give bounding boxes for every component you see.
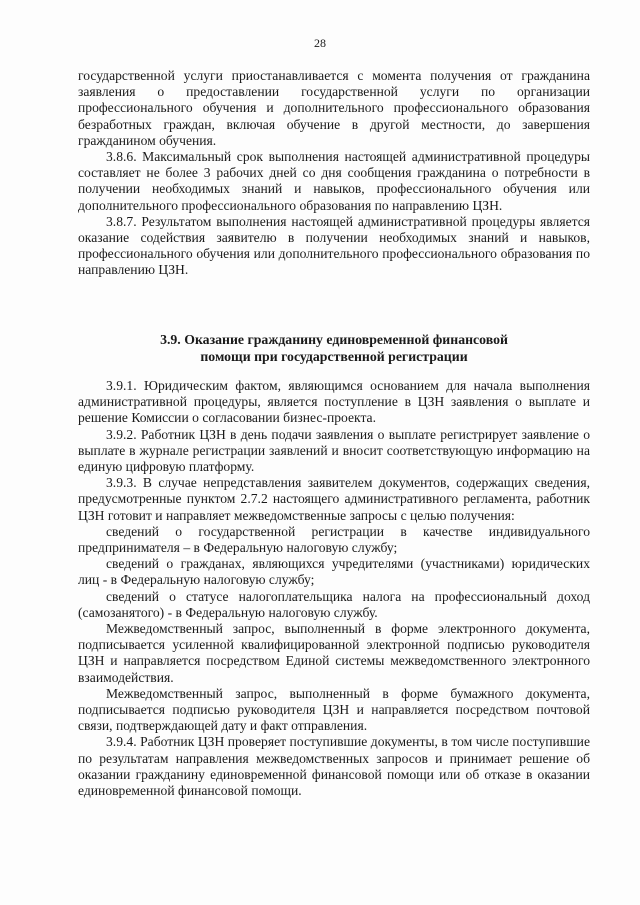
paragraph-3-9-1: 3.9.1. Юридическим фактом, являющимся основанием для начала выполнения административной процедуры, является поступление в ЦЗН заявления о выплате и решение Комиссии о согласовании бизнес-проекта. [78, 378, 590, 426]
paragraph-3-9-4: 3.9.4. Работник ЦЗН проверяет поступившие документы, в том числе поступившие по результатам направления межведомственных запросов и принимает решение об оказании гражданину единовременной финансовой помощи или об отказе в оказании единовременной финансовой помощи. [78, 734, 590, 799]
section-heading [78, 331, 590, 365]
top-text-block [78, 68, 590, 279]
paragraph-paper-request: Межведомственный запрос, выполненный в форме бумажного документа, подписывается подписью руководителя ЦЗН и направляется посредством почтовой связи, подтверждающей дату и факт отправления. [78, 685, 590, 734]
paragraph-3-9-2: 3.9.2. Работник ЦЗН в день подачи заявления о выплате регистрирует заявление о выплате в журнале регистрации заявлений и вносит соответствующую информацию на единую цифровую платформу. [78, 426, 590, 475]
paragraph-3-8-7: 3.8.7. Результатом выполнения настоящей административной процедуры является оказание содействия заявителю в получении необходимых знаний и навыков, профессионального обучения или дополнительного профессионального образования по направлению ЦЗН. [78, 213, 590, 278]
list-item-founders: сведений о гражданах, являющихся учредителями (участниками) юридических лиц - в Федеральную налоговую службу; [78, 556, 590, 588]
section-heading-line-2: помощи при государственной регистрации [200, 349, 468, 364]
paragraph-3-8-6: 3.8.6. Максимальный срок выполнения настоящей административной процедуры составляет не более 3 рабочих дней со дня сообщения гражданина о потребности в получении необходимых знаний и навыков, профессионального обучения или дополнительного профессионального образования по направлению ЦЗН. [78, 149, 590, 213]
list-item-self-employed: сведений о статусе налогоплательщика налога на профессиональный доход (самозанятого) - в Федеральную налоговую службу. [78, 588, 590, 620]
page-number: 28 [314, 36, 326, 50]
bottom-text-block [78, 378, 590, 799]
list-item-individual-entrepreneur: сведений о государственной регистрации в качестве индивидуального предпринимателя – в Федеральную налоговую службу; [78, 523, 590, 556]
section-heading-line-1: 3.9. Оказание гражданину единовременной финансовой [160, 332, 508, 347]
paragraph-continuation: государственной услуги приостанавливается с момента получения от гражданина заявления о предоставлении государственной услуги по организации профессионального обучения и дополнительного профессионального образования безработных граждан, включая обучение в другой местности, до завершения гражданином обучения. [78, 68, 590, 148]
paragraph-3-9-3: 3.9.3. В случае непредставления заявителем документов, содержащих сведения, предусмотренные пунктом 2.7.2 настоящего административного регламента, работник ЦЗН готовит и направляет межведомственные запросы с целью получения: [78, 475, 590, 523]
paragraph-electronic-request: Межведомственный запрос, выполненный в форме электронного документа, подписывается усиленной квалифицированной электронной подписью руководителя ЦЗН и направляется посредством Единой системы межведомственного электронного взаимодействия. [78, 621, 590, 685]
